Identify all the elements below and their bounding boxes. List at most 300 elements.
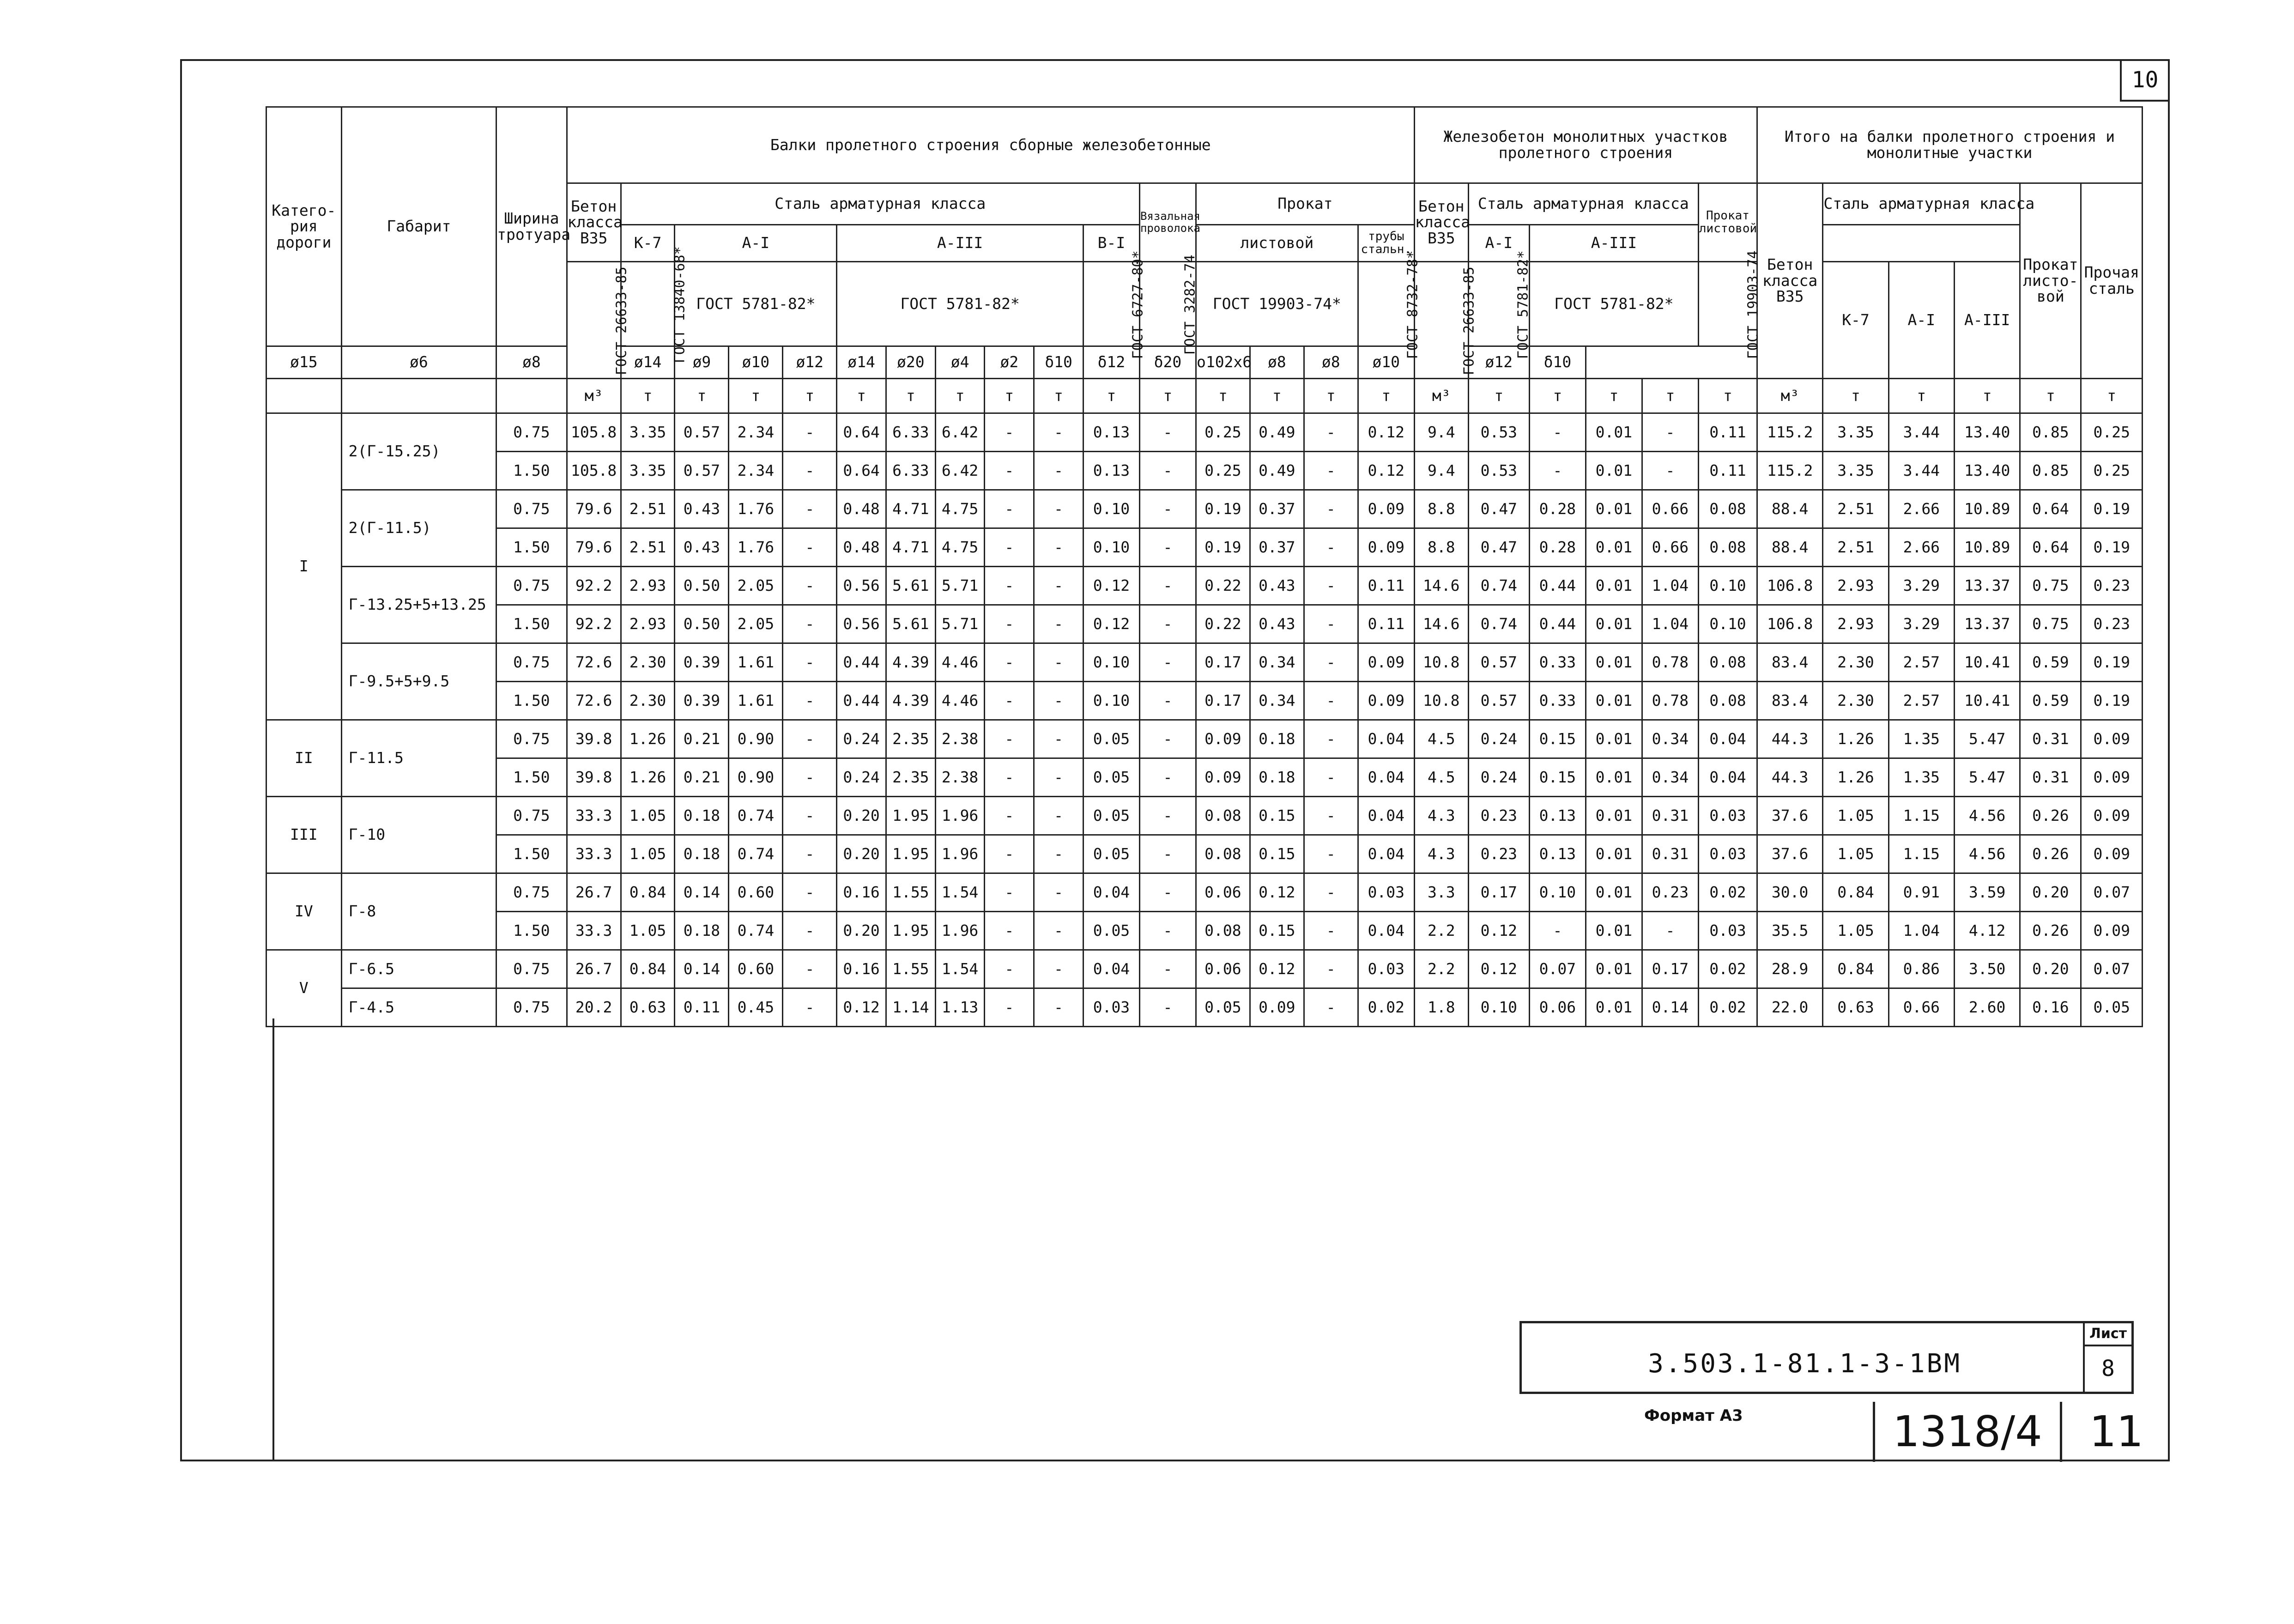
value-cell: 0.24: [1468, 720, 1529, 758]
diameter-cell: ø6: [341, 346, 496, 379]
value-cell: -: [1139, 452, 1196, 490]
value-cell: 3.35: [621, 452, 675, 490]
value-cell: 0.03: [1698, 912, 1757, 950]
value-cell: -: [985, 567, 1034, 605]
sidewalk-width-cell: 1.50: [496, 758, 567, 797]
header-binding-wire: Вязальная проволока: [1139, 183, 1196, 262]
unit-cell: м³: [1414, 379, 1468, 413]
value-cell: 2.34: [729, 452, 783, 490]
value-cell: 10.89: [1954, 528, 2020, 567]
header-a3-total: А-III: [1954, 262, 2020, 379]
value-cell: 5.61: [886, 567, 935, 605]
col-header-sidewalk-width: Ширина тротуара: [496, 107, 567, 346]
value-cell: 0.05: [1196, 988, 1250, 1027]
value-cell: 1.61: [729, 643, 783, 682]
value-cell: 5.71: [935, 567, 985, 605]
header-rebar-class-total: Сталь арматурная класса: [1823, 183, 2020, 225]
header-sheet: листовой: [1196, 225, 1358, 262]
table-row: [266, 605, 2143, 643]
gost-3282: ГОСТ 3282-74: [1139, 262, 1196, 346]
value-cell: 1.13: [935, 988, 985, 1027]
value-cell: 0.66: [1642, 528, 1698, 567]
gabarit-cell: Г-4.5: [341, 988, 496, 1027]
value-cell: 0.01: [1586, 413, 1642, 452]
group-header-precast-beams: Балки пролетного строения сборные железобетонные: [567, 107, 1414, 183]
value-cell: -: [985, 682, 1034, 720]
value-cell: 0.34: [1250, 643, 1304, 682]
value-cell: 2.05: [729, 567, 783, 605]
table-row: [266, 912, 2143, 950]
value-cell: 0.26: [2020, 835, 2081, 873]
value-cell: 0.63: [621, 988, 675, 1027]
value-cell: -: [1034, 912, 1083, 950]
value-cell: 0.84: [1823, 873, 1888, 912]
value-cell: 1.26: [1823, 720, 1888, 758]
value-cell: -: [1304, 567, 1358, 605]
road-category: IV: [266, 873, 342, 950]
value-cell: -: [1529, 413, 1586, 452]
table-row: [266, 528, 2143, 567]
archive-number: 1318/4: [1893, 1407, 2042, 1456]
value-cell: 0.23: [1642, 873, 1698, 912]
value-cell: -: [783, 605, 837, 643]
unit-cell: т: [621, 379, 675, 413]
value-cell: 5.61: [886, 605, 935, 643]
corner-page-number: 10: [2120, 60, 2168, 102]
value-cell: 106.8: [1757, 567, 1823, 605]
diameter-cell: ø8: [1250, 346, 1304, 379]
value-cell: 0.18: [1250, 720, 1304, 758]
value-cell: 0.07: [1529, 950, 1586, 988]
header-a1: А-I: [675, 225, 837, 262]
value-cell: 72.6: [567, 643, 621, 682]
value-cell: 8.8: [1414, 490, 1468, 528]
value-cell: -: [985, 835, 1034, 873]
sheet-number: 8: [2101, 1356, 2115, 1382]
archive-page: 11: [2060, 1402, 2171, 1462]
value-cell: -: [1642, 413, 1698, 452]
value-cell: 0.34: [1642, 720, 1698, 758]
value-cell: 0.15: [1529, 758, 1586, 797]
value-cell: -: [1034, 758, 1083, 797]
value-cell: 0.25: [1196, 413, 1250, 452]
value-cell: 1.05: [621, 912, 675, 950]
unit-cell: т: [1304, 379, 1358, 413]
value-cell: 0.74: [729, 797, 783, 835]
value-cell: 0.15: [1250, 797, 1304, 835]
value-cell: 0.16: [837, 873, 886, 912]
value-cell: -: [783, 528, 837, 567]
value-cell: 0.08: [1698, 490, 1757, 528]
value-cell: 0.09: [2081, 835, 2143, 873]
value-cell: 2.51: [621, 528, 675, 567]
sheet-cell: [2083, 1323, 2131, 1392]
sidewalk-width-cell: 0.75: [496, 950, 567, 988]
value-cell: 0.14: [675, 873, 729, 912]
value-cell: 0.37: [1250, 528, 1304, 567]
value-cell: -: [1139, 797, 1196, 835]
value-cell: -: [1304, 797, 1358, 835]
value-cell: -: [985, 988, 1034, 1027]
value-cell: 0.37: [1250, 490, 1304, 528]
value-cell: 2.2: [1414, 950, 1468, 988]
value-cell: -: [1139, 682, 1196, 720]
value-cell: 0.20: [837, 797, 886, 835]
value-cell: -: [1304, 758, 1358, 797]
unit-cell: т: [729, 379, 783, 413]
unit-cell: т: [1586, 379, 1642, 413]
value-cell: 10.8: [1414, 682, 1468, 720]
value-cell: 1.15: [1888, 797, 1954, 835]
unit-cell: т: [1358, 379, 1414, 413]
value-cell: 0.10: [1083, 490, 1139, 528]
value-cell: 4.71: [886, 490, 935, 528]
value-cell: 0.01: [1586, 720, 1642, 758]
unit-cell: т: [1083, 379, 1139, 413]
gost-8732: ГОСТ 8732-78*: [1358, 262, 1414, 346]
value-cell: 0.47: [1468, 490, 1529, 528]
value-cell: 1.61: [729, 682, 783, 720]
unit-spacer: [341, 379, 496, 413]
value-cell: 13.40: [1954, 413, 2020, 452]
value-cell: -: [1304, 643, 1358, 682]
unit-cell: т: [783, 379, 837, 413]
gost-5781-a3-monolith: ГОСТ 5781-82*: [1529, 262, 1698, 346]
value-cell: 0.04: [1358, 912, 1414, 950]
value-cell: 0.01: [1586, 643, 1642, 682]
value-cell: 0.53: [1468, 452, 1529, 490]
value-cell: 3.35: [621, 413, 675, 452]
value-cell: 2.30: [1823, 643, 1888, 682]
value-cell: 0.47: [1468, 528, 1529, 567]
value-cell: -: [1034, 452, 1083, 490]
value-cell: 13.40: [1954, 452, 2020, 490]
value-cell: 0.05: [1083, 835, 1139, 873]
value-cell: 1.05: [1823, 912, 1888, 950]
value-cell: 0.74: [1468, 567, 1529, 605]
value-cell: 115.2: [1757, 413, 1823, 452]
header-rebar-class-monolith: Сталь арматурная класса: [1468, 183, 1698, 225]
value-cell: 0.26: [2020, 912, 2081, 950]
value-cell: 5.71: [935, 605, 985, 643]
diameter-cell: ø12: [783, 346, 837, 379]
value-cell: 0.57: [1468, 643, 1529, 682]
unit-cell: т: [886, 379, 935, 413]
header-steel-pipes: трубы стальн.: [1358, 225, 1414, 262]
value-cell: 106.8: [1757, 605, 1823, 643]
value-cell: -: [1529, 452, 1586, 490]
value-cell: 0.04: [1358, 758, 1414, 797]
value-cell: 0.44: [1529, 567, 1586, 605]
road-category: I: [266, 413, 342, 720]
value-cell: 0.49: [1250, 413, 1304, 452]
value-cell: 2.66: [1888, 528, 1954, 567]
gost-26633-monolith: ГОСТ 26633-85: [1414, 262, 1468, 379]
value-cell: 2.30: [621, 643, 675, 682]
value-cell: 72.6: [567, 682, 621, 720]
value-cell: 0.64: [837, 452, 886, 490]
gabarit-cell: Г-8: [341, 873, 496, 950]
value-cell: 2.93: [1823, 605, 1888, 643]
value-cell: 0.28: [1529, 528, 1586, 567]
value-cell: 0.59: [2020, 643, 2081, 682]
value-cell: -: [985, 758, 1034, 797]
value-cell: 0.63: [1823, 988, 1888, 1027]
value-cell: -: [1304, 528, 1358, 567]
unit-cell: т: [1196, 379, 1250, 413]
value-cell: 0.60: [729, 873, 783, 912]
value-cell: 3.3: [1414, 873, 1468, 912]
value-cell: 2.93: [621, 605, 675, 643]
unit-cell: т: [935, 379, 985, 413]
value-cell: 44.3: [1757, 758, 1823, 797]
value-cell: 4.56: [1954, 797, 2020, 835]
value-cell: 92.2: [567, 605, 621, 643]
sidewalk-width-cell: 0.75: [496, 873, 567, 912]
value-cell: 0.10: [1083, 682, 1139, 720]
diameter-cell: δ12: [1083, 346, 1139, 379]
sidewalk-width-cell: 0.75: [496, 720, 567, 758]
value-cell: 39.8: [567, 720, 621, 758]
value-cell: -: [1304, 873, 1358, 912]
value-cell: -: [985, 950, 1034, 988]
table-row: [266, 452, 2143, 490]
value-cell: -: [985, 528, 1034, 567]
value-cell: 4.39: [886, 682, 935, 720]
value-cell: 0.75: [2020, 605, 2081, 643]
gabarit-cell: Г-9.5+5+9.5: [341, 643, 496, 720]
value-cell: 35.5: [1757, 912, 1823, 950]
value-cell: 1.26: [621, 758, 675, 797]
value-cell: 0.01: [1586, 528, 1642, 567]
unit-cell: т: [1823, 379, 1888, 413]
value-cell: 3.59: [1954, 873, 2020, 912]
value-cell: 0.11: [675, 988, 729, 1027]
value-cell: -: [1139, 567, 1196, 605]
diameter-cell: ø14: [621, 346, 675, 379]
value-cell: 0.66: [1642, 490, 1698, 528]
value-cell: 0.74: [729, 912, 783, 950]
value-cell: 0.84: [621, 873, 675, 912]
value-cell: 0.01: [1586, 758, 1642, 797]
value-cell: 2.60: [1954, 988, 2020, 1027]
value-cell: 0.09: [2081, 758, 2143, 797]
value-cell: 0.18: [675, 835, 729, 873]
value-cell: 0.07: [2081, 873, 2143, 912]
value-cell: 0.06: [1529, 988, 1586, 1027]
value-cell: 0.15: [1250, 835, 1304, 873]
unit-cell: т: [1698, 379, 1757, 413]
value-cell: 92.2: [567, 567, 621, 605]
unit-cell: т: [675, 379, 729, 413]
value-cell: 0.31: [1642, 835, 1698, 873]
value-cell: -: [1304, 912, 1358, 950]
value-cell: 0.17: [1196, 643, 1250, 682]
sidewalk-width-cell: 1.50: [496, 528, 567, 567]
value-cell: -: [1304, 413, 1358, 452]
value-cell: 2.51: [1823, 490, 1888, 528]
unit-cell: т: [1529, 379, 1586, 413]
value-cell: 2.35: [886, 758, 935, 797]
table-row: [266, 567, 2143, 605]
value-cell: 0.01: [1586, 490, 1642, 528]
value-cell: 0.24: [1468, 758, 1529, 797]
value-cell: -: [1034, 413, 1083, 452]
value-cell: 1.96: [935, 835, 985, 873]
value-cell: -: [985, 605, 1034, 643]
value-cell: 0.20: [837, 912, 886, 950]
value-cell: -: [783, 720, 837, 758]
value-cell: 0.78: [1642, 682, 1698, 720]
value-cell: 0.22: [1196, 605, 1250, 643]
value-cell: 79.6: [567, 490, 621, 528]
header-k7-total: К-7: [1823, 262, 1888, 379]
diameter-cell: δ10: [1034, 346, 1083, 379]
gost-5781-a1-monolith: ГОСТ 5781-82*: [1468, 262, 1529, 346]
value-cell: 0.23: [1468, 797, 1529, 835]
value-cell: 0.10: [1083, 643, 1139, 682]
value-cell: 0.01: [1586, 835, 1642, 873]
value-cell: 0.86: [1888, 950, 1954, 988]
value-cell: 0.84: [1823, 950, 1888, 988]
value-cell: -: [1034, 528, 1083, 567]
table-row: [266, 873, 2143, 912]
value-cell: 115.2: [1757, 452, 1823, 490]
value-cell: 0.13: [1529, 797, 1586, 835]
value-cell: -: [985, 643, 1034, 682]
value-cell: 2.57: [1888, 643, 1954, 682]
value-cell: 44.3: [1757, 720, 1823, 758]
value-cell: 37.6: [1757, 835, 1823, 873]
value-cell: 0.74: [1468, 605, 1529, 643]
value-cell: -: [1034, 605, 1083, 643]
value-cell: 0.39: [675, 643, 729, 682]
value-cell: 0.09: [1196, 720, 1250, 758]
value-cell: 1.04: [1642, 567, 1698, 605]
value-cell: 83.4: [1757, 682, 1823, 720]
value-cell: 33.3: [567, 797, 621, 835]
value-cell: 0.31: [2020, 758, 2081, 797]
value-cell: 0.12: [1468, 912, 1529, 950]
value-cell: 14.6: [1414, 605, 1468, 643]
value-cell: 8.8: [1414, 528, 1468, 567]
value-cell: 6.42: [935, 413, 985, 452]
value-cell: 39.8: [567, 758, 621, 797]
diameter-cell: δ10: [1529, 346, 1586, 379]
value-cell: 0.09: [1358, 528, 1414, 567]
value-cell: 4.46: [935, 643, 985, 682]
value-cell: 0.09: [2081, 720, 2143, 758]
gost-5781-a1: ГОСТ 5781-82*: [675, 262, 837, 346]
value-cell: -: [1139, 490, 1196, 528]
value-cell: 0.09: [1358, 490, 1414, 528]
value-cell: 0.22: [1196, 567, 1250, 605]
value-cell: 0.08: [1196, 797, 1250, 835]
header-a3: А-III: [837, 225, 1083, 262]
value-cell: 0.19: [2081, 643, 2143, 682]
value-cell: 0.17: [1196, 682, 1250, 720]
value-cell: 0.19: [1196, 490, 1250, 528]
sidewalk-width-cell: 0.75: [496, 988, 567, 1027]
value-cell: -: [985, 797, 1034, 835]
value-cell: 0.16: [2020, 988, 2081, 1027]
header-prokat-sheet-monolith: Прокат листовой: [1698, 183, 1757, 262]
value-cell: 0.10: [1083, 528, 1139, 567]
header-beton-b35-monolith: Бетон класса В35: [1414, 183, 1468, 262]
value-cell: 0.09: [1196, 758, 1250, 797]
value-cell: -: [783, 988, 837, 1027]
value-cell: -: [1139, 720, 1196, 758]
value-cell: 0.75: [2020, 567, 2081, 605]
group-header-total: Итого на балки пролетного строения и монолитные участки: [1757, 107, 2143, 183]
value-cell: 4.12: [1954, 912, 2020, 950]
value-cell: -: [1139, 950, 1196, 988]
value-cell: 0.18: [675, 797, 729, 835]
value-cell: 0.08: [1698, 528, 1757, 567]
diameter-cell: δ20: [1139, 346, 1196, 379]
value-cell: 0.04: [1083, 873, 1139, 912]
value-cell: 0.11: [1358, 567, 1414, 605]
value-cell: 0.56: [837, 567, 886, 605]
value-cell: 0.24: [837, 720, 886, 758]
header-beton-total: Бетон класса В35: [1757, 183, 1823, 379]
value-cell: 4.75: [935, 528, 985, 567]
value-cell: 0.12: [1083, 567, 1139, 605]
value-cell: 26.7: [567, 873, 621, 912]
value-cell: 0.12: [1083, 605, 1139, 643]
table-row: [266, 643, 2143, 682]
value-cell: 0.64: [2020, 490, 2081, 528]
value-cell: -: [783, 797, 837, 835]
table-row: [266, 988, 2143, 1027]
value-cell: 0.01: [1586, 567, 1642, 605]
value-cell: 6.33: [886, 413, 935, 452]
sidewalk-width-cell: 0.75: [496, 413, 567, 452]
value-cell: 0.33: [1529, 682, 1586, 720]
value-cell: 0.60: [729, 950, 783, 988]
value-cell: 4.3: [1414, 797, 1468, 835]
value-cell: -: [1304, 490, 1358, 528]
value-cell: 0.07: [2081, 950, 2143, 988]
value-cell: 0.02: [1358, 988, 1414, 1027]
value-cell: 0.13: [1529, 835, 1586, 873]
gost-19903-monolith: ГОСТ 19903-74: [1698, 262, 1757, 346]
value-cell: 0.03: [1083, 988, 1139, 1027]
value-cell: 0.12: [1250, 873, 1304, 912]
value-cell: 0.43: [1250, 567, 1304, 605]
value-cell: -: [783, 452, 837, 490]
value-cell: 0.02: [1698, 950, 1757, 988]
unit-cell: т: [1468, 379, 1529, 413]
value-cell: 1.04: [1642, 605, 1698, 643]
value-cell: 3.35: [1823, 413, 1888, 452]
value-cell: -: [1034, 797, 1083, 835]
value-cell: -: [985, 413, 1034, 452]
value-cell: 0.31: [1642, 797, 1698, 835]
value-cell: 0.90: [729, 758, 783, 797]
value-cell: 0.08: [1196, 835, 1250, 873]
value-cell: -: [1034, 682, 1083, 720]
table-row: [266, 413, 2143, 452]
value-cell: 3.29: [1888, 567, 1954, 605]
value-cell: 0.19: [2081, 490, 2143, 528]
road-category: III: [266, 797, 342, 873]
value-cell: 0.50: [675, 605, 729, 643]
value-cell: 0.19: [2081, 682, 2143, 720]
value-cell: 2.66: [1888, 490, 1954, 528]
value-cell: -: [1304, 720, 1358, 758]
value-cell: 14.6: [1414, 567, 1468, 605]
